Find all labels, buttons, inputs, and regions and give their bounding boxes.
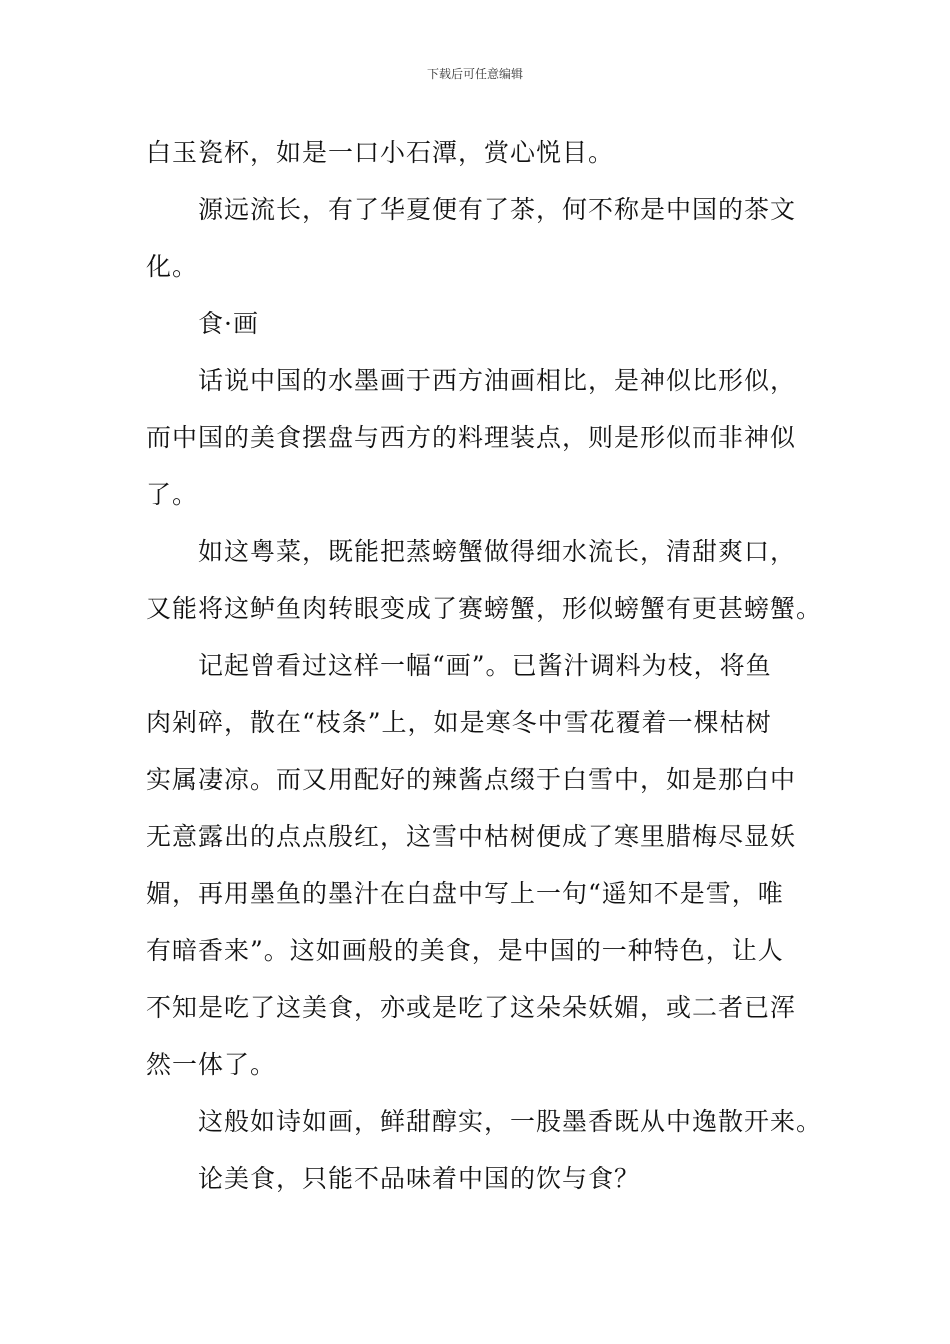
text-line: 了。 xyxy=(146,480,199,509)
text-line: 白玉瓷杯，如是一口小石潭，赏心悦目。 xyxy=(146,138,615,167)
text-line: 源远流长，有了华夏便有了茶，何不称是中国的茶文 xyxy=(198,195,797,224)
text-line: 实属凄凉。而又用配好的辣酱点缀于白雪中，如是那白中 xyxy=(146,765,797,794)
text-line: 论美食，只能不品味着中国的饮与食？ xyxy=(198,1164,641,1193)
text-line: 而中国的美食摆盘与西方的料理装点，则是形似而非神似 xyxy=(146,423,797,452)
paragraph xyxy=(146,124,810,181)
text-line: 不知是吃了这美食，亦或是吃了这朵朵妖媚，或二者已浑 xyxy=(146,993,797,1022)
text-line: 话说中国的水墨画于西方油画相比，是神似比形似， xyxy=(198,366,797,395)
text-line: 肉剁碎，散在“枝条”上，如是寒冬中雪花覆着一棵枯树 xyxy=(146,708,772,737)
text-line: 然一体了。 xyxy=(146,1050,277,1079)
text-line: 无意露出的点点殷红，这雪中枯树便成了寒里腊梅尽显妖 xyxy=(146,822,797,851)
paragraph xyxy=(146,1093,823,1150)
section-heading xyxy=(146,295,810,352)
paragraph xyxy=(146,637,810,1093)
text-line: 媚，再用墨鱼的墨汁在白盘中写上一句“遥知不是雪，唯 xyxy=(146,879,784,908)
paragraph xyxy=(146,181,810,295)
text-line: 如这粤菜，既能把蒸螃蟹做得细水流长，清甜爽口， xyxy=(198,537,797,566)
text-line: 记起曾看过这样一幅“画”。已酱汁调料为枝，将鱼 xyxy=(198,651,772,680)
page-header: 下载后可任意编辑 xyxy=(426,67,523,81)
document-body xyxy=(146,124,823,1207)
text-line: 化。 xyxy=(146,252,199,281)
paragraph xyxy=(146,352,810,523)
text-line: 食·画 xyxy=(198,309,259,338)
text-line: 又能将这鲈鱼肉转眼变成了赛螃蟹，形似螃蟹有更甚螃蟹。 xyxy=(146,594,823,623)
paragraph xyxy=(146,1150,810,1207)
text-line: 这般如诗如画，鲜甜醇实，一股墨香既从中逸散开来。 xyxy=(198,1107,823,1136)
text-line: 有暗香来”。这如画般的美食，是中国的一种特色，让人 xyxy=(146,936,784,965)
paragraph xyxy=(146,523,823,637)
